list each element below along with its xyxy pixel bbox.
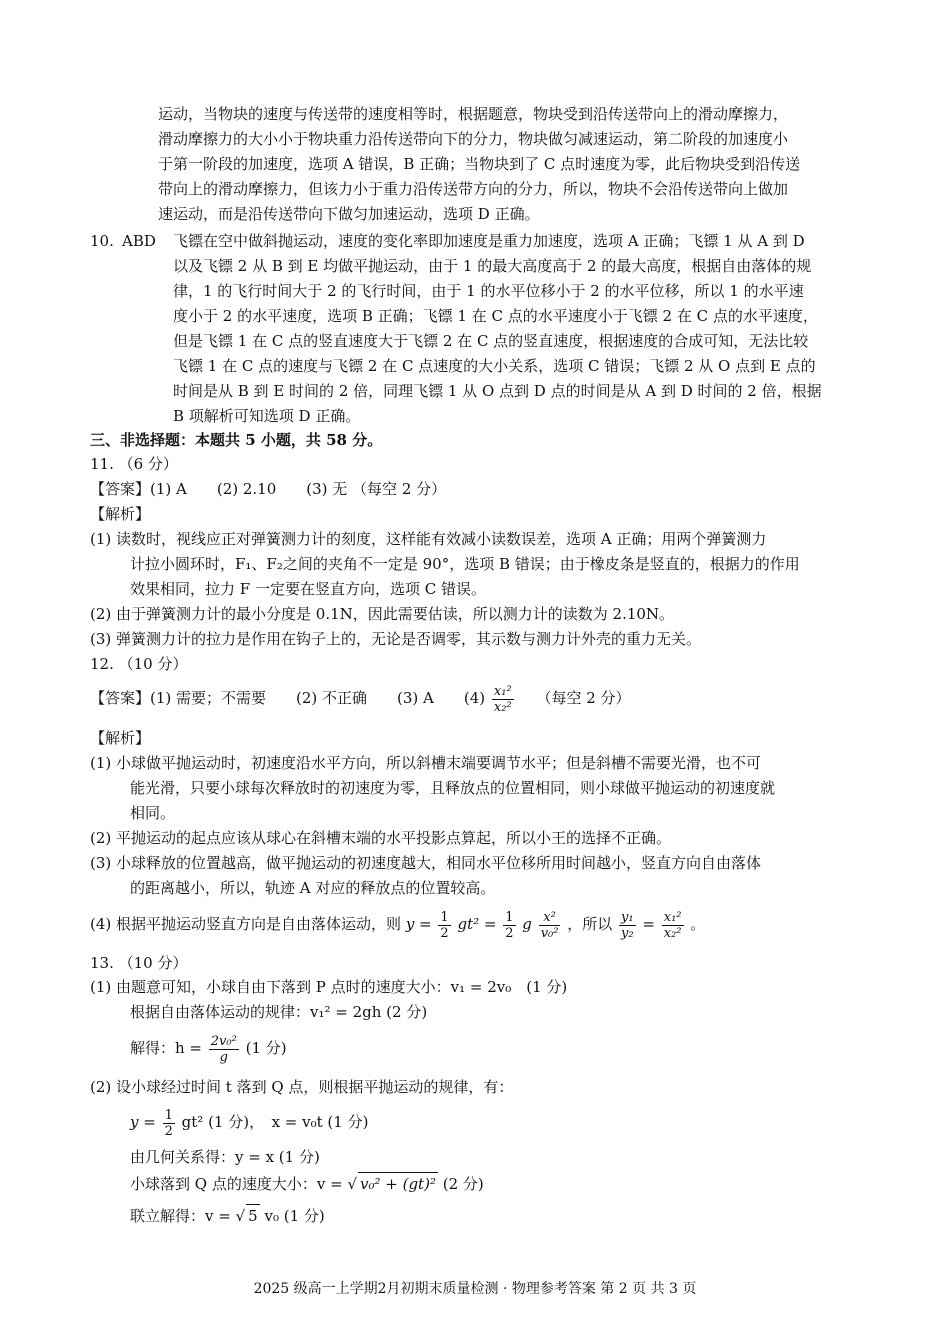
frac-denominator: 2 <box>440 925 449 941</box>
q12-p4-x-over-v <box>539 910 561 941</box>
q12-answer <box>90 680 631 716</box>
q13-p2-line-4 <box>130 1172 484 1195</box>
q12-p4-equals: = <box>642 915 655 933</box>
q10-line-7: 时间是从 B 到 E 时间的 2 倍，同理飞镖 1 从 O 点到 D 点的时间是从 A 到 D 时间的 2 倍，根据 <box>173 382 822 400</box>
q12-answer-numerator: x₁² <box>493 683 512 699</box>
q12-answer-text: 【答案】(1) 需要；不需要 (2) 不正确 (3) A (4) <box>90 689 486 707</box>
frac-numerator: 1 <box>505 909 514 925</box>
q12-p1-line-1: (1) 小球做平抛运动时，初速度沿水平方向，所以斜槽末端要调节水平；但是斜槽不需要光滑，也不可 <box>90 754 762 772</box>
q12-p4-g: g <box>522 915 532 933</box>
q12-p4-y-ratio <box>619 910 636 941</box>
q13-p1c-prefix: 解得：h = <box>130 1039 202 1057</box>
q12-p4-x-ratio <box>662 910 684 941</box>
frac-denominator: x₂² <box>663 925 682 941</box>
q13-p2a-rest: gt² (1 分)， x = v₀t (1 分) <box>181 1113 369 1131</box>
q13-p2c-score: (2 分) <box>442 1175 484 1193</box>
q13-p1-line-2: 根据自由落体运动的规律：v₁² = 2gh (2 分) <box>130 1003 428 1021</box>
q12-p4-mid: ，所以 <box>567 915 613 933</box>
section-heading: 三、非选择题：本题共 5 小题，共 58 分。 <box>90 431 383 449</box>
q9-line-5: 速运动，而是沿传送带向下做匀加速运动，选项 D 正确。 <box>158 205 540 223</box>
q13-p2d-rest: v₀ (1 分) <box>264 1207 325 1225</box>
sqrt-sign: √ <box>347 1175 357 1193</box>
frac-denominator: 2 <box>164 1123 173 1139</box>
q9-line-3: 于第一阶段的加速度，选项 A 错误，B 正确；当物块到了 C 点时速度为零，此后物块受到沿传送 <box>158 155 801 173</box>
q13-p1-line-3 <box>130 1030 287 1066</box>
q13-p2a-prefix: y = <box>130 1113 156 1131</box>
q11-p1-line-2: 计拉小圆环时，F₁、F₂之间的夹角不一定是 90°，选项 B 错误；由于橡皮条是竖直的，根据力的作用 <box>130 555 800 573</box>
q13-p2a-half <box>163 1108 175 1139</box>
frac-denominator: v₀² <box>540 925 559 941</box>
frac-numerator: 2v₀² <box>210 1033 237 1049</box>
q13-heading: 13. （10 分） <box>90 954 188 972</box>
q11-p2: (2) 由于弹簧测力计的最小分度是 0.1N，因此需要估读，所以测力计的读数为 2.10N。 <box>90 605 675 623</box>
q9-line-2: 滑动摩擦力的大小小于物块重力沿传送带向下的分力，物块做匀减速运动，第二阶段的加速度小 <box>158 130 789 148</box>
q12-p4-gt: gt² = <box>457 915 497 933</box>
q13-p2d-radicand: 5 <box>246 1204 260 1227</box>
q13-p2c-radicand: v₀² + (gt)² <box>358 1172 438 1195</box>
q9-line-4: 带向上的滑动摩擦力，但该力小于重力沿传送带方向的分力，所以，物块不会沿传送带向上做加 <box>158 180 789 198</box>
page-footer: 2025 级高一上学期2月初期末质量检测 · 物理参考答案 第 2 页 共 3 页 <box>253 1281 697 1297</box>
q10-line-3: 律，1 的飞行时间大于 2 的飞行时间，由于 1 的水平位移小于 2 的水平位移，所以 1 的水平速 <box>173 282 804 300</box>
q10-answer: ABD <box>122 232 156 250</box>
q13-p1: (1) 由题意可知，小球自由下落到 P 点时的速度大小：v₁ = 2v₀ (1 分) <box>90 978 568 996</box>
q13-p2-line-5 <box>130 1204 325 1227</box>
q13-p1c-score: (1 分) <box>245 1039 287 1057</box>
q12-p1-line-2: 能光滑，只要小球每次释放时的初速度为零，且释放点的位置相同，则小球做平抛运动的初速度就 <box>130 779 776 797</box>
q12-answer-denominator: x₂² <box>493 699 512 715</box>
q12-p3-line-2: 的距离越小，所以，轨迹 A 对应的释放点的位置较高。 <box>130 879 496 897</box>
q13-p2: (2) 设小球经过时间 t 落到 Q 点，则根据平抛运动的规律，有： <box>90 1078 514 1096</box>
sqrt-sign: √ <box>235 1207 246 1225</box>
frac-numerator: 1 <box>164 1107 173 1123</box>
q13-p2-line-3: 由几何关系得：y = x (1 分) <box>130 1148 320 1166</box>
q11-p3: (3) 弹簧测力计的拉力是作用在钩子上的，无论是否调零，其示数与测力计外壳的重力无关。 <box>90 630 702 648</box>
q10-number: 10. <box>90 232 114 250</box>
q12-answer-fraction <box>492 684 514 715</box>
frac-numerator: 1 <box>440 909 449 925</box>
frac-numerator: x₁² <box>663 909 682 925</box>
q12-p2: (2) 平抛运动的起点应该从球心在斜槽末端的水平投影点算起，所以小王的选择不正确。 <box>90 829 672 847</box>
frac-denominator: g <box>219 1049 228 1065</box>
q13-p2c-prefix: 小球落到 Q 点的速度大小：v = <box>130 1175 343 1193</box>
q12-p4 <box>90 906 705 942</box>
q12-p4-half-2 <box>503 910 515 941</box>
frac-numerator: y₁ <box>621 909 634 925</box>
q11-answer: 【答案】(1) A (2) 2.10 (3) 无 （每空 2 分） <box>90 480 447 498</box>
q11-p1-line-1: (1) 读数时，视线应正对弹簧测力计的刻度，这样能有效减小读数误差，选项 A 正确；用两个弹簧测力 <box>90 530 767 548</box>
q13-p2d-prefix: 联立解得：v = <box>130 1207 231 1225</box>
q12-heading: 12. （10 分） <box>90 655 188 673</box>
q10-line-6: 飞镖 1 在 C 点的速度与飞镖 2 在 C 点速度的大小关系，选项 C 错误；飞镖 2 从 O 点到 E 点的 <box>173 357 816 375</box>
q11-analysis-label: 【解析】 <box>90 505 151 523</box>
q12-p4-end: 。 <box>690 915 706 933</box>
q10-line-2: 以及飞镖 2 从 B 到 E 均做平抛运动，由于 1 的最大高度高于 2 的最大高度，根据自由落体的规 <box>173 257 812 275</box>
q12-p3-line-1: (3) 小球释放的位置越高，做平抛运动的初速度越大，相同水平位移所用时间越小，竖直方向自由落体 <box>90 854 762 872</box>
q10-line-1: 飞镖在空中做斜抛运动，速度的变化率即加速度是重力加速度，选项 A 正确；飞镖 1 从 A 到 D <box>173 232 805 250</box>
q10-line-8: B 项解析可知选项 D 正确。 <box>173 407 361 425</box>
q13-h-fraction <box>209 1034 239 1065</box>
q12-p4-half <box>438 910 450 941</box>
q11-p1-line-3: 效果相同，拉力 F 一定要在竖直方向，选项 C 错误。 <box>130 580 486 598</box>
q12-p1-line-3: 相同。 <box>130 804 176 822</box>
q12-analysis-label: 【解析】 <box>90 729 151 747</box>
q9-line-1: 运动，当物块的速度与传送带的速度相等时，根据题意，物块受到沿传送带向上的滑动摩擦力， <box>158 105 789 123</box>
q12-p4-eq1: y = <box>405 915 432 933</box>
frac-denominator: 2 <box>505 925 514 941</box>
q10-line-4: 度小于 2 的水平速度，选项 B 正确；飞镖 1 在 C 点的水平速度小于飞镖 2 在 C 点的水平速度， <box>173 307 818 325</box>
frac-denominator: y₂ <box>621 925 634 941</box>
q11-heading: 11. （6 分） <box>90 455 178 473</box>
q10-line-5: 但是飞镖 1 在 C 点的竖直速度大于飞镖 2 在 C 点的竖直速度，根据速度的合成可知，无法比较 <box>173 332 809 350</box>
q13-p2-line-2 <box>130 1104 368 1140</box>
q12-answer-score: （每空 2 分） <box>536 689 631 707</box>
q12-p4-prefix: (4) 根据平抛运动竖直方向是自由落体运动，则 <box>90 915 402 933</box>
frac-numerator: x² <box>539 910 561 926</box>
